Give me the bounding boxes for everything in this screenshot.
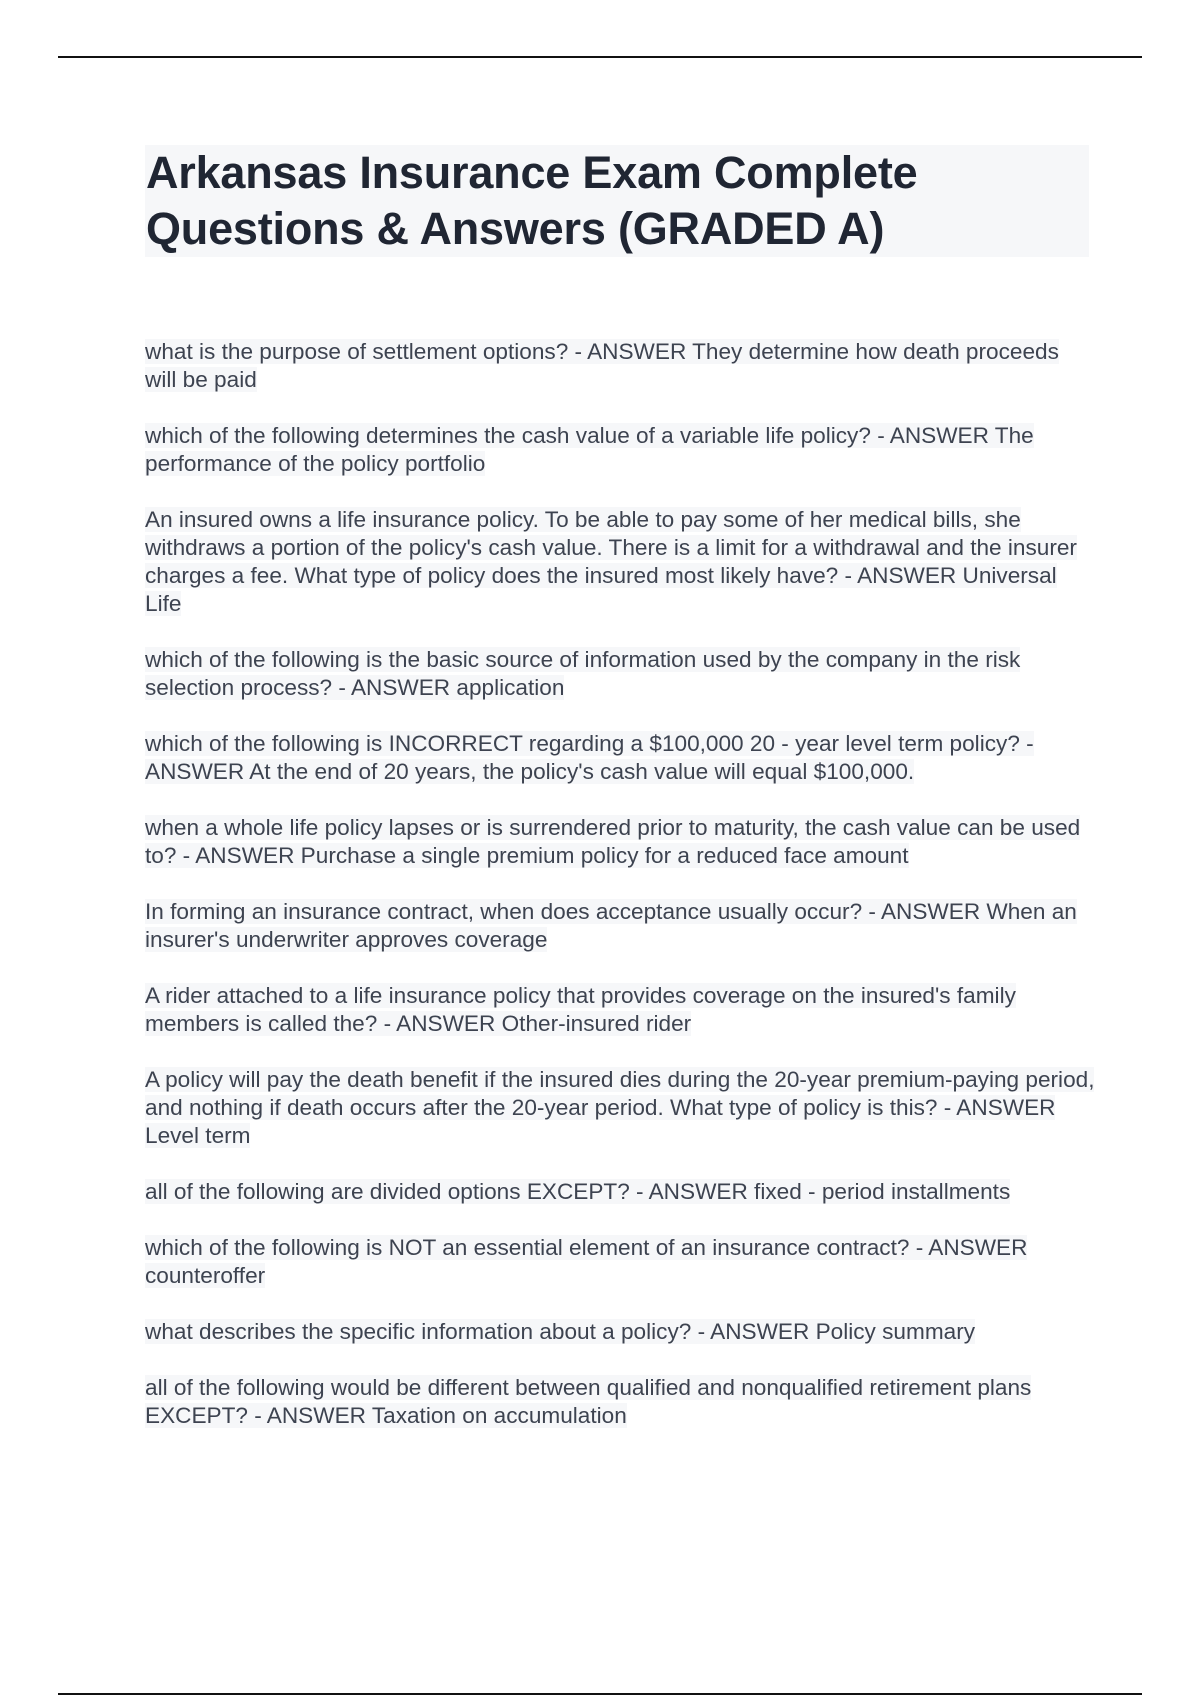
qa-text: which of the following is the basic source of information used by the company in the risk selection process? - ANSWER application: [145, 647, 1021, 700]
title-block: [145, 145, 1089, 257]
qa-list: [145, 338, 1095, 1458]
qa-item: [145, 646, 1095, 702]
qa-text: all of the following would be different between qualified and nonqualified retirement plans EXCEPT? - ANSWER Taxation on accumulation: [145, 1375, 1032, 1428]
qa-item: [145, 1318, 1095, 1346]
top-divider: [58, 56, 1142, 58]
qa-text: what describes the specific information about a policy? - ANSWER Policy summary: [145, 1319, 976, 1344]
qa-item: [145, 506, 1095, 618]
qa-item: [145, 422, 1095, 478]
qa-text: A policy will pay the death benefit if the insured dies during the 20-year premium-paying period, and nothing if death occurs after the 20-year period. What type of policy is this? - ANSWER Level term: [145, 1067, 1095, 1148]
qa-text: when a whole life policy lapses or is surrendered prior to maturity, the cash value can be used to? - ANSWER Purchase a single premium policy for a reduced face amount: [145, 815, 1081, 868]
qa-text: all of the following are divided options EXCEPT? - ANSWER fixed - period installments: [145, 1179, 1011, 1204]
qa-item: [145, 1234, 1095, 1290]
qa-item: [145, 730, 1095, 786]
qa-text: which of the following determines the cash value of a variable life policy? - ANSWER The performance of the policy portfolio: [145, 423, 1034, 476]
document-title: Arkansas Insurance Exam Complete Questions & Answers (GRADED A): [146, 147, 918, 254]
qa-item: [145, 1066, 1095, 1150]
qa-text: which of the following is INCORRECT regarding a $100,000 20 - year level term policy? - ANSWER At the end of 20 years, the policy's cash value will equal $100,000.: [145, 731, 1034, 784]
bottom-divider: [58, 1693, 1142, 1695]
qa-item: [145, 1374, 1095, 1430]
qa-item: [145, 814, 1095, 870]
qa-item: [145, 338, 1095, 394]
qa-item: [145, 982, 1095, 1038]
qa-text: which of the following is NOT an essential element of an insurance contract? - ANSWER counteroffer: [145, 1235, 1028, 1288]
qa-item: [145, 898, 1095, 954]
qa-text: what is the purpose of settlement options? - ANSWER They determine how death proceeds will be paid: [145, 339, 1059, 392]
qa-text: An insured owns a life insurance policy. To be able to pay some of her medical bills, she withdraws a portion of the policy's cash value. There is a limit for a withdrawal and the insurer charges a fee. What type of policy does the insured most likely have? - ANSWER Universal Life: [145, 507, 1077, 616]
qa-item: [145, 1178, 1095, 1206]
qa-text: A rider attached to a life insurance policy that provides coverage on the insured's family members is called the? - ANSWER Other-insured rider: [145, 983, 1016, 1036]
qa-text: In forming an insurance contract, when does acceptance usually occur? - ANSWER When an insurer's underwriter approves coverage: [145, 899, 1077, 952]
